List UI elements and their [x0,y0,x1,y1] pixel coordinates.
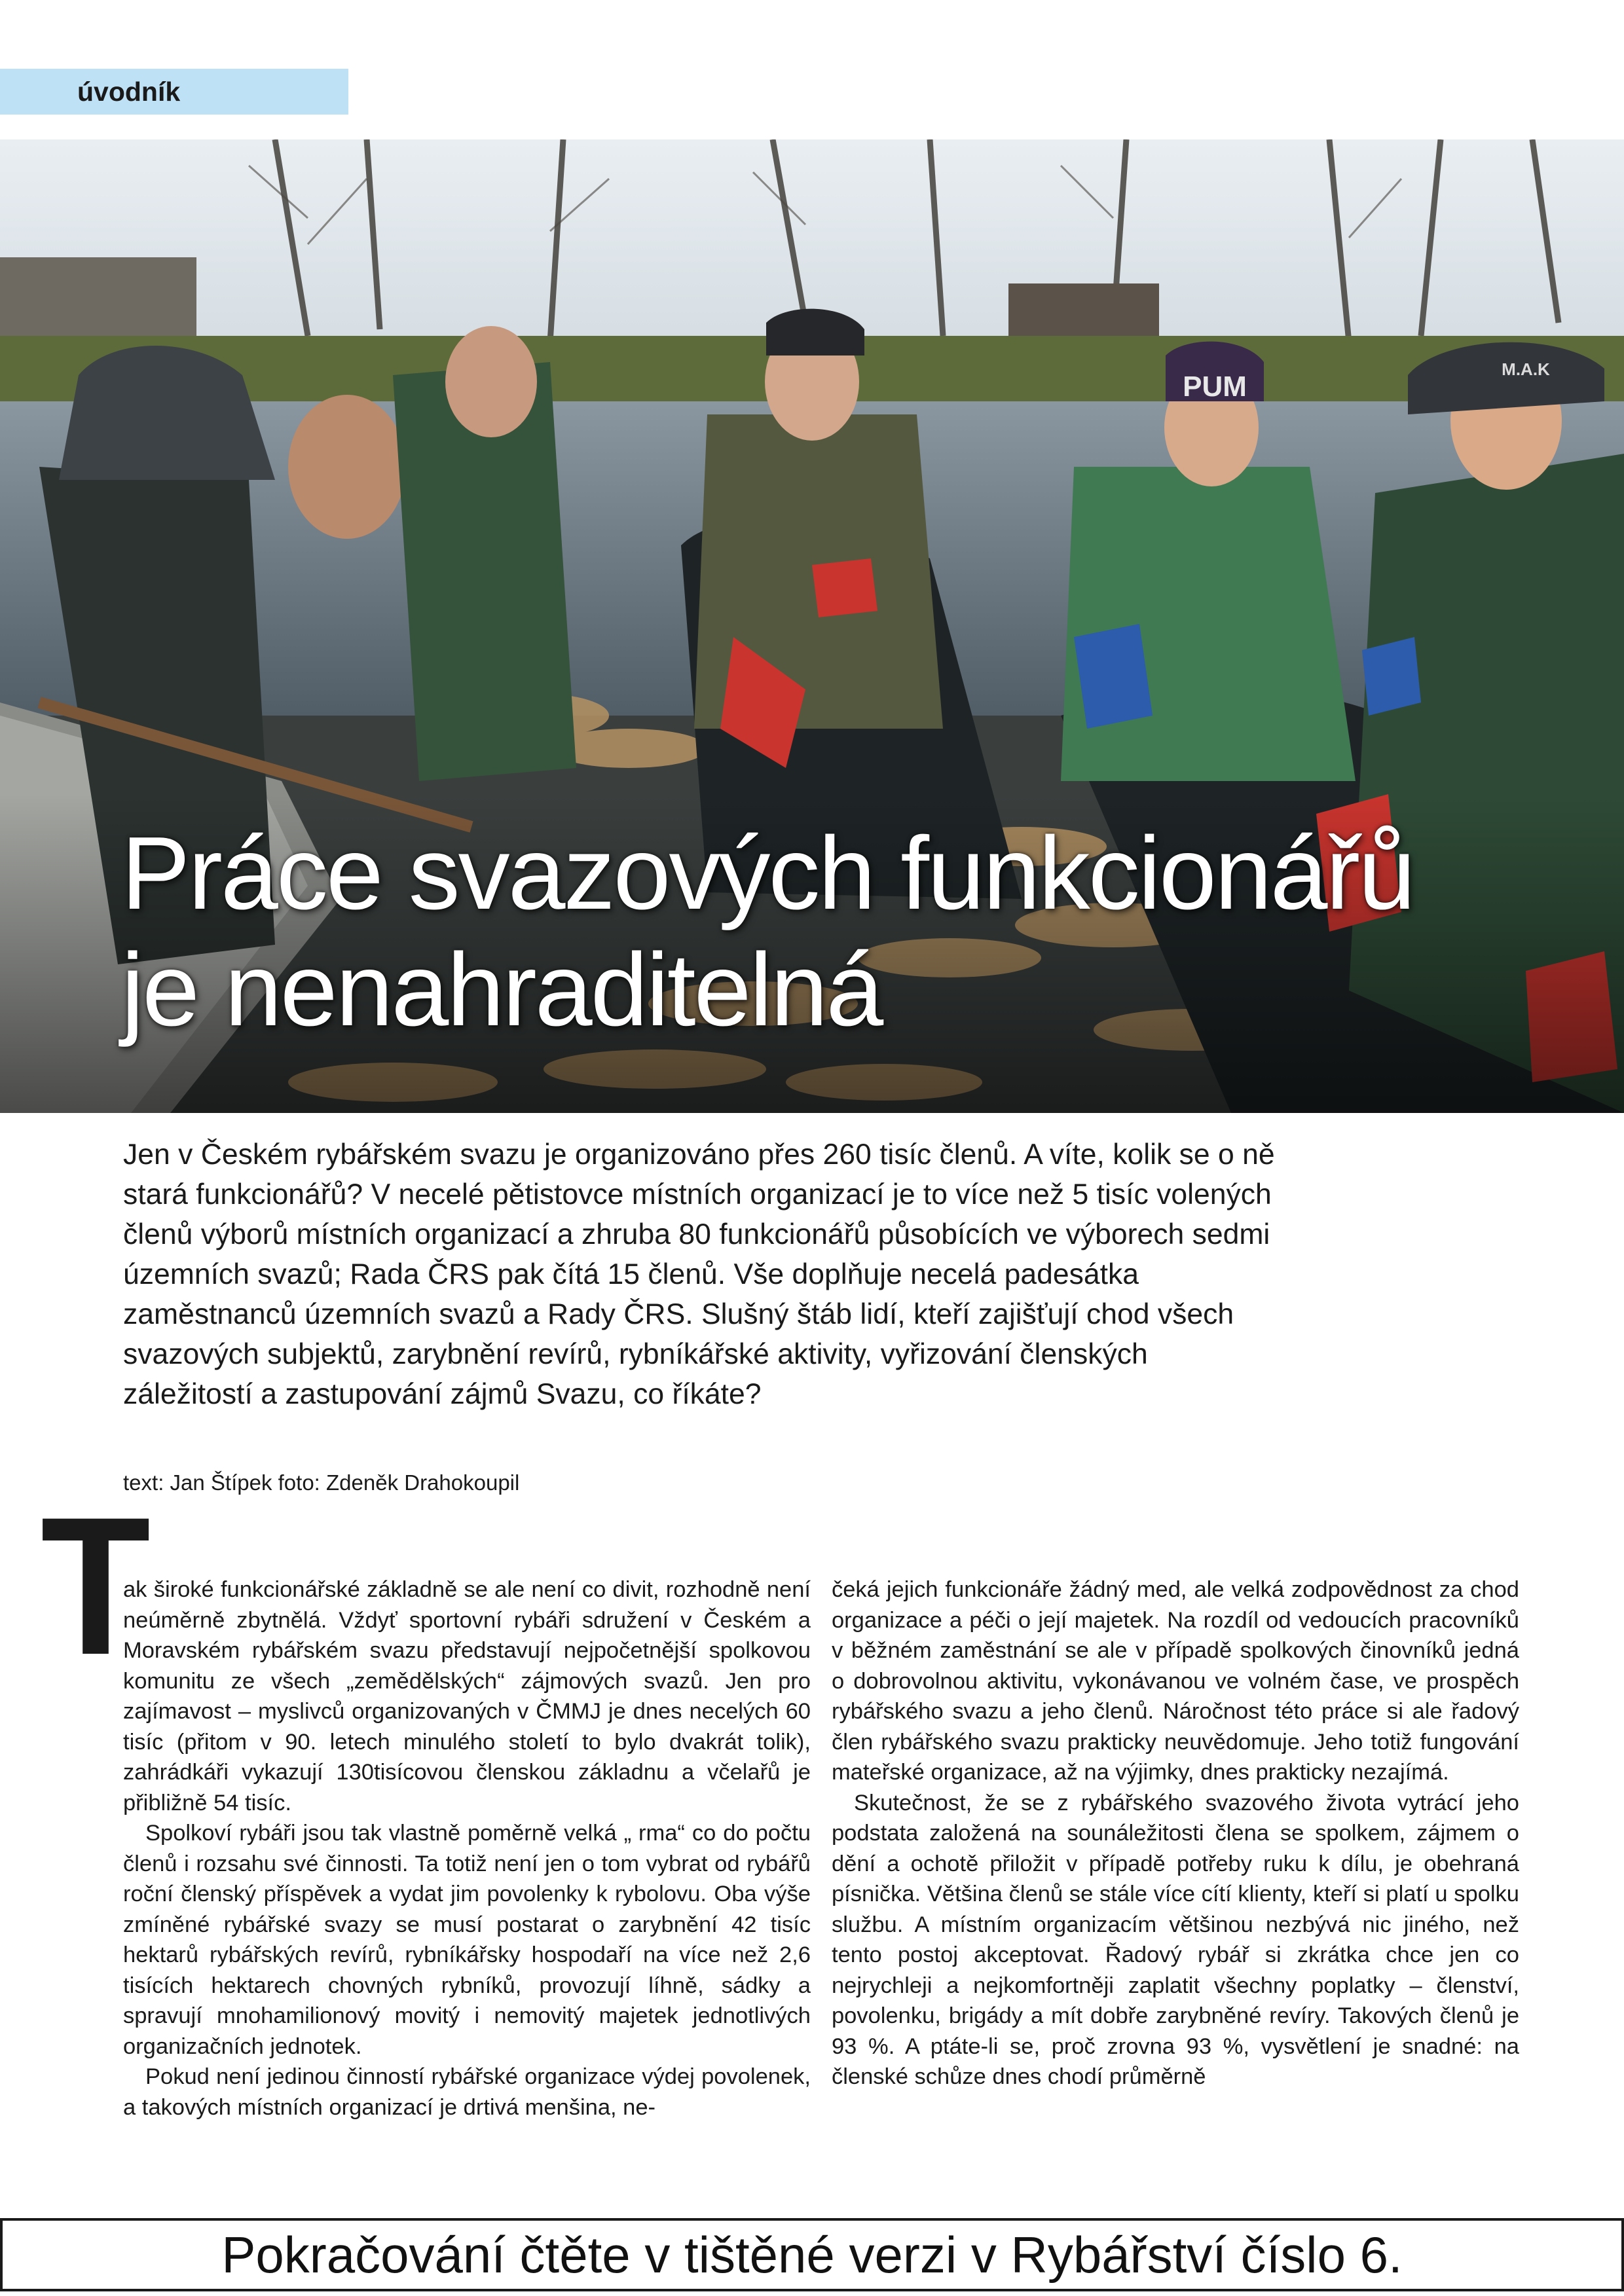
lead-paragraph: Jen v Českém rybářském svazu je organizováno přes 260 tisíc členů. A víte, kolik se o ně stará funkcionářů? V necelé pětistovce místních organizací je to více než 5 tisíc volených členů výborů místních organizací a zhruba 80 funkcionářů působících ve výborech sedmi územních svazů; Rada ČRS pak čítá 15 členů. Vše doplňuje necelá padesátka zaměstnanců územních svazů a Rady ČRS. Slušný štáb lidí, kteří zajišťují chod všech svazových subjektů, zarybnění revírů, rybníkářské aktivity, vyřizování členských záležitostí a zastupování zájmů Svazu, co říkáte? [123,1139,1275,1410]
photo-cap-text: M.A.K [1502,359,1550,379]
body-paragraph: Skutečnost, že se z rybářského svazového života vytrácí jeho podstata založená na sounáležitosti člena se spolkem, zájmem o dění a ochotě přiložit v případě potřeby ruku k dílu, je obehraná písnička. Většina členů se stále více cítí klienty, kteří si platí u spolku službu. A místním organizacím většinou nezbývá nic jiného, než tento postoj akceptovat. Řadový rybář si zkrátka chce jen co nejrychleji a nejkomfortněji zaplatit všechny poplatky – členství, povolenku, brigády a mít dobře zarybněné revíry. Takových členů je 93 %. A ptáte-li se, proč zrovna 93 %, vysvětlení je snadné: na členské schůze dnes chodí průměrně [832,1790,1519,2089]
continue-note: Pokračování čtěte v tištěné verzi v Rybářství číslo 6. [0,2218,1624,2291]
body-paragraph: Spolkoví rybáři jsou tak vlastně poměrně velká „ rma“ co do počtu členů i rozsahu své činnosti. Ta totiž není jen o tom vybrat od rybářů roční členský příspěvek a vydat jim povolenky k rybolovu. Oba výše zmíněné rybářské svazy se musí postarat o zarybnění 42 tisíc hektarů rybářských revírů, rybníkářsky hospodaří na více než 2,6 tisících hektarech chovných rybníků, provozují líhně, sádky a spravují mnohamilionový movitý i nemovitý majetek jednotlivých organizačních jednotek. [123,1821,811,2059]
body-paragraph: ak široké funkcionářské základně se ale není co divit, rozhodně není neúměrně zbytnělá. Vždyť sportovní rybáři sdružení v Českém a Moravském rybářském svazu představují nejpočetnější spolkovou komunitu ze všech „zemědělských“ zájmových svazů. Jen pro zajímavost – myslivců organizovaných v ČMMJ je dnes necelých 60 tisíc (přitom v 90. letech minulého století to bylo dvakrát tolik), zahrádkáři vykazují 130tisícovou členskou základnu a včelařů je přibližně 54 tisíc. [123,1577,811,1815]
headline [121,815,1414,1048]
body-column-left [123,1575,811,2123]
body-paragraph: Pokud není jedinou činností rybářské organizace výdej povolenek, a takových místních organizací je drtivá menšina, ne- [123,2064,811,2120]
section-tag: úvodník [0,69,348,115]
photo-hat-text: PUM [1183,371,1247,403]
drop-cap-letter: T [41,1514,151,1662]
body-column-right [832,1575,1519,2092]
byline: text: Jan Štípek foto: Zdeněk Drahokoupil [123,1470,520,1495]
body-paragraph: čeká jejich funkcionáře žádný med, ale velká zodpovědnost za chod organizace a péči o její majetek. Na rozdíl od vedoucích pracovníků v běžném zaměstnání se ale v případě spolkových činovníků jedná o dobrovolnou aktivitu, vykonávanou ve volném čase, ve prospěch rybářského svazu a jeho členů. Náročnost této práce si ale řadový člen rybářského svazu prakticky neuvědomuje. Jeho totiž fungování mateřské organizace, až na výjimky, dnes prakticky nezajímá. [832,1577,1519,1785]
hero-photo [0,139,1624,1113]
headline-line-1: Práce svazových funkcionářů [121,816,1414,931]
headline-line-2: je nenahraditelná [121,932,882,1048]
